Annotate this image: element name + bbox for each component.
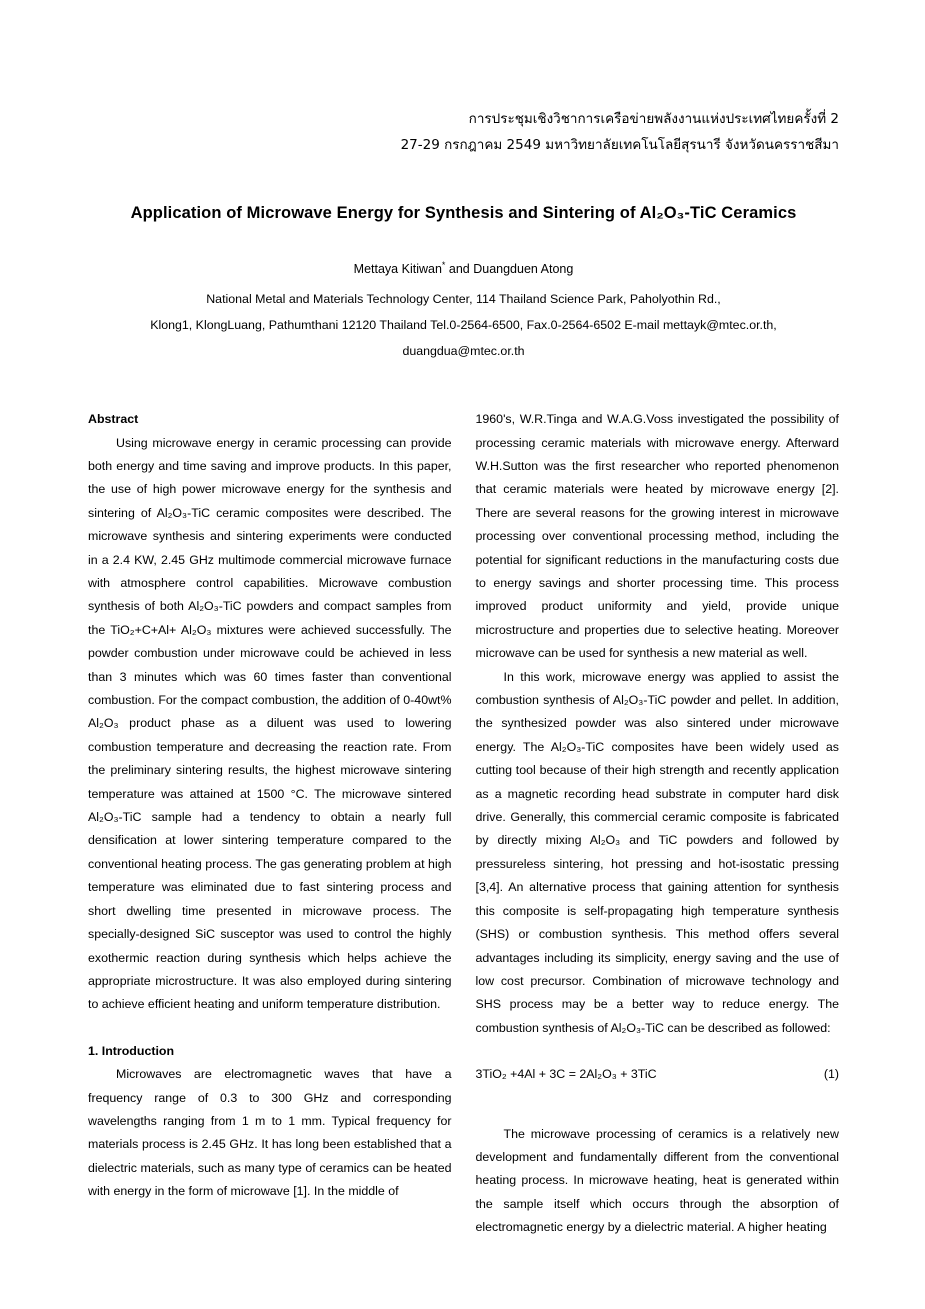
introduction-paragraph-2: In this work, microwave energy was applied to assist the combustion synthesis of Al₂O₃-TiC powder and pellet. In addition, the synthesized powder was also sintered under microwave energy. The Al₂O₃-TiC composites have been widely used as cutting tool because of their high strength and recently application as a magnetic recording head substrate in computer hard disk drive. Generally, this commercial ceramic composite is fabricated by directly mixing Al₂O₃ and TiC powders and followed by pressureless sintering, hot pressing and hot-isostatic pressing [3,4]. An alternative process that gaining attention for synthesis this composite is self-propagating high temperature synthesis (SHS) or combustion synthesis. This method offers several advantages including its simplicity, energy saving and the use of low cost precursor. Combination of microwave technology and SHS process may be a better way to reduce energy. The combustion synthesis of Al₂O₃-TiC can be described as followed: bbox=[475, 669, 839, 1035]
introduction-heading: 1. Introduction bbox=[88, 1043, 175, 1058]
abstract-body: Using microwave energy in ceramic processing can provide both energy and time saving and improve products. In this paper, the use of high power microwave energy for the synthesis and sintering of Al₂O₃-TiC ceramic composites were described. The microwave synthesis and sintering experiments were conducted in a 2.4 KW, 2.45 GHz multimode commercial microwave furnace with atmosphere control capabilities. Microwave combustion synthesis of both Al₂O₃-TiC powders and compact samples from the TiO₂+C+Al+ Al₂O₃ mixtures were achieved successfully. The powder combustion under microwave could be achieved in less than 3 minutes which was 60 times faster than conventional combustion. For the compact combustion, the addition of 0-40wt% Al₂O₃ product phase as a diluent was used to lowering combustion temperature and decreasing the reaction rate. From the preliminary sintering results, the highest microwave sintering temperature was attained at 1500 °C. The microwave sintered Al₂O₃-TiC sample had a tendency to obtain a nearly full densification at lower sintering temperature compared to the conventional heating process. The gas generating problem at high temperature was eliminated due to fast sintering process and short dwelling time presented in microwave process. The specially-designed SiC susceptor was used to control the highly exothermic reaction during synthesis which helps achieve the appropriate microstructure. It was also employed during sintering to achieve efficient heating and uniform temperature distribution. bbox=[88, 435, 452, 1012]
affiliation-line-1: National Metal and Materials Technology Center, 114 Thailand Science Park, Paholyothin Rd., bbox=[206, 292, 721, 307]
paper-title: Application of Microwave Energy for Synthesis and Sintering of Al₂O₃-TiC Ceramics bbox=[130, 204, 797, 222]
equation-number: (1) bbox=[823, 1067, 839, 1082]
introduction-left-paragraph: Microwaves are electromagnetic waves that have a frequency range of 0.3 to 300 GHz and corresponding wavelengths ranging from 1 m to 1 mm. Typical frequency for materials process is 2.45 GHz. It has long been established that a dielectric materials, such as many type of ceramics can be heated with energy in the form of microwave [1]. In the middle of bbox=[88, 1067, 452, 1199]
abstract-heading: Abstract bbox=[88, 412, 139, 427]
conference-header-line2: 27-29 กรกฎาคม 2549 มหาวิทยาลัยเทคโนโลยีสุรนารี จังหวัดนครราชสีมา bbox=[400, 137, 839, 153]
equation-formula: 3TiO₂ +4Al + 3C = 2Al₂O₃ + 3TiC bbox=[475, 1067, 657, 1082]
introduction-paragraph-3: The microwave processing of ceramics is a relatively new development and fundamentally different from the conventional heating process. In microwave heating, heat is generated within the sample itself which occurs through the absorption of electromagnetic energy by a dielectric material. A higher heating bbox=[475, 1126, 839, 1235]
right-column bbox=[476, 408, 840, 1239]
introduction-continuation-paragraph: 1960's, W.R.Tinga and W.A.G.Voss investigated the possibility of processing ceramic materials with microwave energy. Afterward W.H.Sutton was the first researcher who reported phenomenon that ceramic materials were heated by microwave energy [2]. There are several reasons for the growing interest in microwave processing over conventional processing method, including the potential for significant reductions in the manufacturing costs due to energy savings and shorter processing time. This process improved product uniformity and yield, provide unique microstructure and properties due to selective heating. Moreover microwave can be used for synthesis a new material as well. bbox=[475, 412, 839, 661]
conference-header-line1: การประชุมเชิงวิชาการเครือข่ายพลังงานแห่งประเทศไทยครั้งที่ 2 bbox=[468, 111, 839, 127]
equation-1 bbox=[476, 1063, 840, 1086]
author-name-2: and Duangduen Atong bbox=[445, 262, 574, 277]
affiliation-block bbox=[88, 286, 839, 364]
left-column bbox=[88, 408, 452, 1239]
author-affiliation-marker: * bbox=[441, 260, 446, 270]
affiliation-line-2: Klong1, KlongLuang, Pathumthani 12120 Thailand Tel.0-2564-6500, Fax.0-2564-6502 E-mail mettayk@mtec.or.th, duangdua@mtec.or.th bbox=[150, 318, 777, 359]
authors-line bbox=[88, 260, 839, 276]
two-column-body bbox=[88, 408, 839, 1239]
conference-header bbox=[88, 106, 839, 158]
author-name-1: Mettaya Kitiwan bbox=[353, 262, 442, 277]
